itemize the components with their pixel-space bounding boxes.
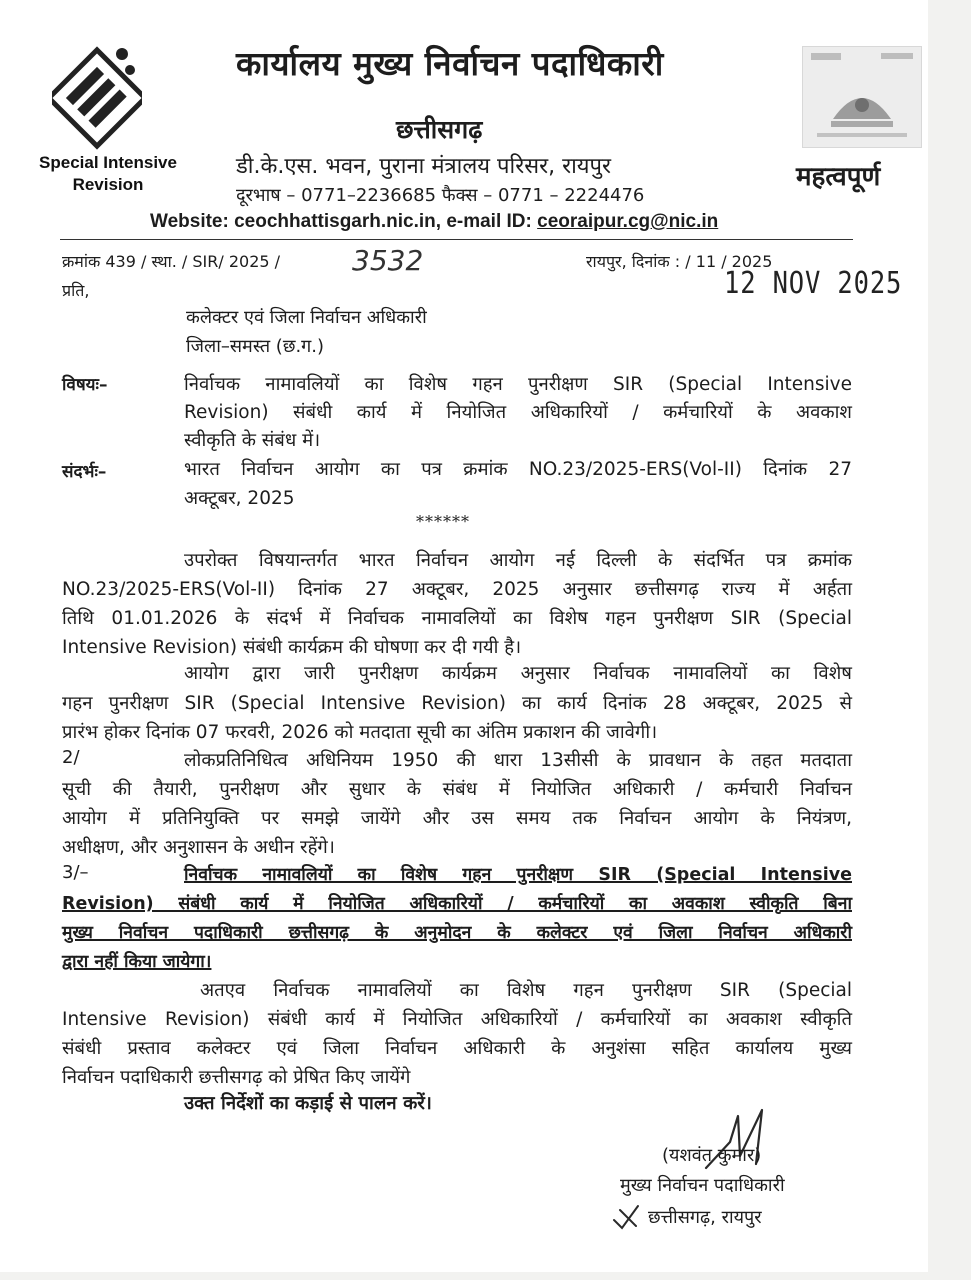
para3-line-1: लोकप्रतिनिधित्व अधिनियम 1950 की धारा 13सीसी के प्रावधान के तहत मतदाता (184, 750, 852, 771)
addressee-line-2: जिला–समस्त (छ.ग.) (186, 336, 325, 357)
para3-line-2: सूची की तैयारी, पुनरीक्षण और सुधार के संबंध में नियोजित अधिकारी / कर्मचारी निर्वाचन (62, 779, 852, 800)
initial-mark-icon (612, 1204, 642, 1230)
eci-ballot-logo-icon (52, 40, 142, 160)
date-stamp: 12 NOV 2025 (724, 266, 903, 301)
para1-line-2: NO.23/2025-ERS(Vol-II) दिनांक 27 अक्टूबर, 2025 अनुसार छत्तीसगढ़ राज्य में अर्हता (62, 579, 852, 600)
para5-line-4: निर्वाचन पदाधिकारी छत्तीसगढ़ को प्रेषित किए जायेंगे (62, 1067, 411, 1088)
reference-line-1: भारत निर्वाचन आयोग का पत्र क्रमांक NO.23/2025-ERS(Vol-II) दिनांक 27 (184, 459, 852, 480)
reference-label: संदर्भः– (62, 462, 107, 482)
para3-line-4: अधीक्षण, और अनुशासन के अधीन रहेंगे। (62, 837, 335, 858)
para4-number: 3/– (62, 862, 89, 883)
para4-line-1: निर्वाचक नामावलियों का विशेष गहन पुनरीक्षण SIR (Special Intensive (184, 865, 852, 885)
para5-line-3: संबंधी प्रस्ताव कलेक्टर एवं जिला निर्वाचन अधिकारी के अनुशंसा सहित कार्यालय मुख्य (62, 1038, 852, 1059)
website-text: Website: ceochhattisgarh.nic.in, e-mail ID: (150, 211, 538, 232)
signatory-name: (यशवंत कुमार) (662, 1145, 762, 1166)
subject-line-1: निर्वाचक नामावलियों का विशेष गहन पुनरीक्षण SIR (Special Intensive (184, 374, 852, 395)
para4-line-2: Revision) संबंधी कार्य में नियोजित अधिकारियों / कर्मचारियों का अवकाश स्वीकृति बिना (62, 894, 852, 914)
para3-number: 2/ (62, 747, 80, 768)
subject-line-2: Revision) संबंधी कार्य में नियोजित अधिकारियों / कर्मचारियों के अवकाश (184, 402, 852, 423)
para5-line-1: अतएव निर्वाचक नामावलियों का विशेष गहन पुनरीक्षण SIR (Special (200, 980, 852, 1001)
sir-logo-caption: Special Intensive Revision (39, 153, 177, 194)
website-email (150, 211, 718, 233)
subject-label: विषयः– (62, 375, 108, 395)
addressee-line-1: कलेक्टर एवं जिला निर्वाचन अधिकारी (186, 307, 427, 328)
important-label: महत्वपूर्ण (796, 162, 881, 192)
state-name: छत्तीसगढ़ (396, 115, 483, 144)
para2-line-1: आयोग द्वारा जारी पुनरीक्षण कार्यक्रम अनुसार निर्वाचक नामावलियों का विशेष (184, 663, 852, 684)
reference-number: क्रमांक 439 / स्था. / SIR/ 2025 / (62, 252, 281, 271)
para1-line-3: तिथि 01.01.2026 के संदर्भ में निर्वाचक नामावलियों का विशेष गहन पुनरीक्षण SIR (Special (62, 608, 852, 629)
para5-line-2: Intensive Revision) संबंधी कार्य में नियोजित अधिकारियों / कर्मचारियों का अवकाश स्वीकृति (62, 1009, 852, 1030)
phone-fax: दूरभाष – 0771–2236685 फैक्स – 0771 – 2224476 (236, 185, 645, 206)
para1-line-4: Intensive Revision) संबंधी कार्यक्रम की घोषणा कर दी गयी है। (62, 637, 522, 658)
signatory-place: छत्तीसगढ़, रायपुर (648, 1207, 762, 1228)
subject-line-3: स्वीकृति के संबंध में। (184, 430, 321, 451)
signatory-designation: मुख्य निर्वाचन पदाधिकारी (620, 1175, 785, 1196)
office-address: डी.के.एस. भवन, पुराना मंत्रालय परिसर, रायपुर (236, 154, 612, 179)
campaign-emblem-icon (802, 46, 922, 148)
para2-line-2: गहन पुनरीक्षण SIR (Special Intensive Revision) का कार्य दिनांक 28 अक्टूबर, 2025 से (62, 693, 852, 714)
para1-line-1: उपरोक्त विषयान्तर्गत भारत निर्वाचन आयोग नई दिल्ली के संदर्भित पत्र क्रमांक (184, 550, 852, 571)
para3-line-3: आयोग में प्रतिनियुक्ति पर समझे जायेंगे और उस समय तक निर्वाचन आयोग के नियंत्रण, (62, 808, 852, 829)
reference-line-2: अक्टूबर, 2025 (184, 488, 295, 509)
email-link[interactable]: ceoraipur.cg@nic.in (537, 211, 719, 232)
closing-instruction: उक्त निर्देशों का कड़ाई से पालन करें। (184, 1093, 432, 1114)
para2-line-3: प्रारंभ होकर दिनांक 07 फरवरी, 2026 को मतदाता सूची का अंतिम प्रकाशन की जावेगी। (62, 722, 658, 743)
separator-stars: ****** (416, 512, 470, 531)
handwritten-dispatch-number: 3532 (352, 244, 424, 277)
header-divider (60, 239, 853, 240)
date-line: रायपुर, दिनांक : / 11 / 2025 (586, 252, 773, 271)
office-title: कार्यालय मुख्य निर्वाचन पदाधिकारी (236, 44, 664, 83)
to-label: प्रति, (62, 281, 90, 300)
para4-line-3: मुख्य निर्वाचन पदाधिकारी छत्तीसगढ़ के अनुमोदन के कलेक्टर एवं जिला निर्वाचन अधिकारी (62, 923, 852, 943)
para4-line-4: द्वारा नहीं किया जायेगा। (62, 952, 212, 972)
